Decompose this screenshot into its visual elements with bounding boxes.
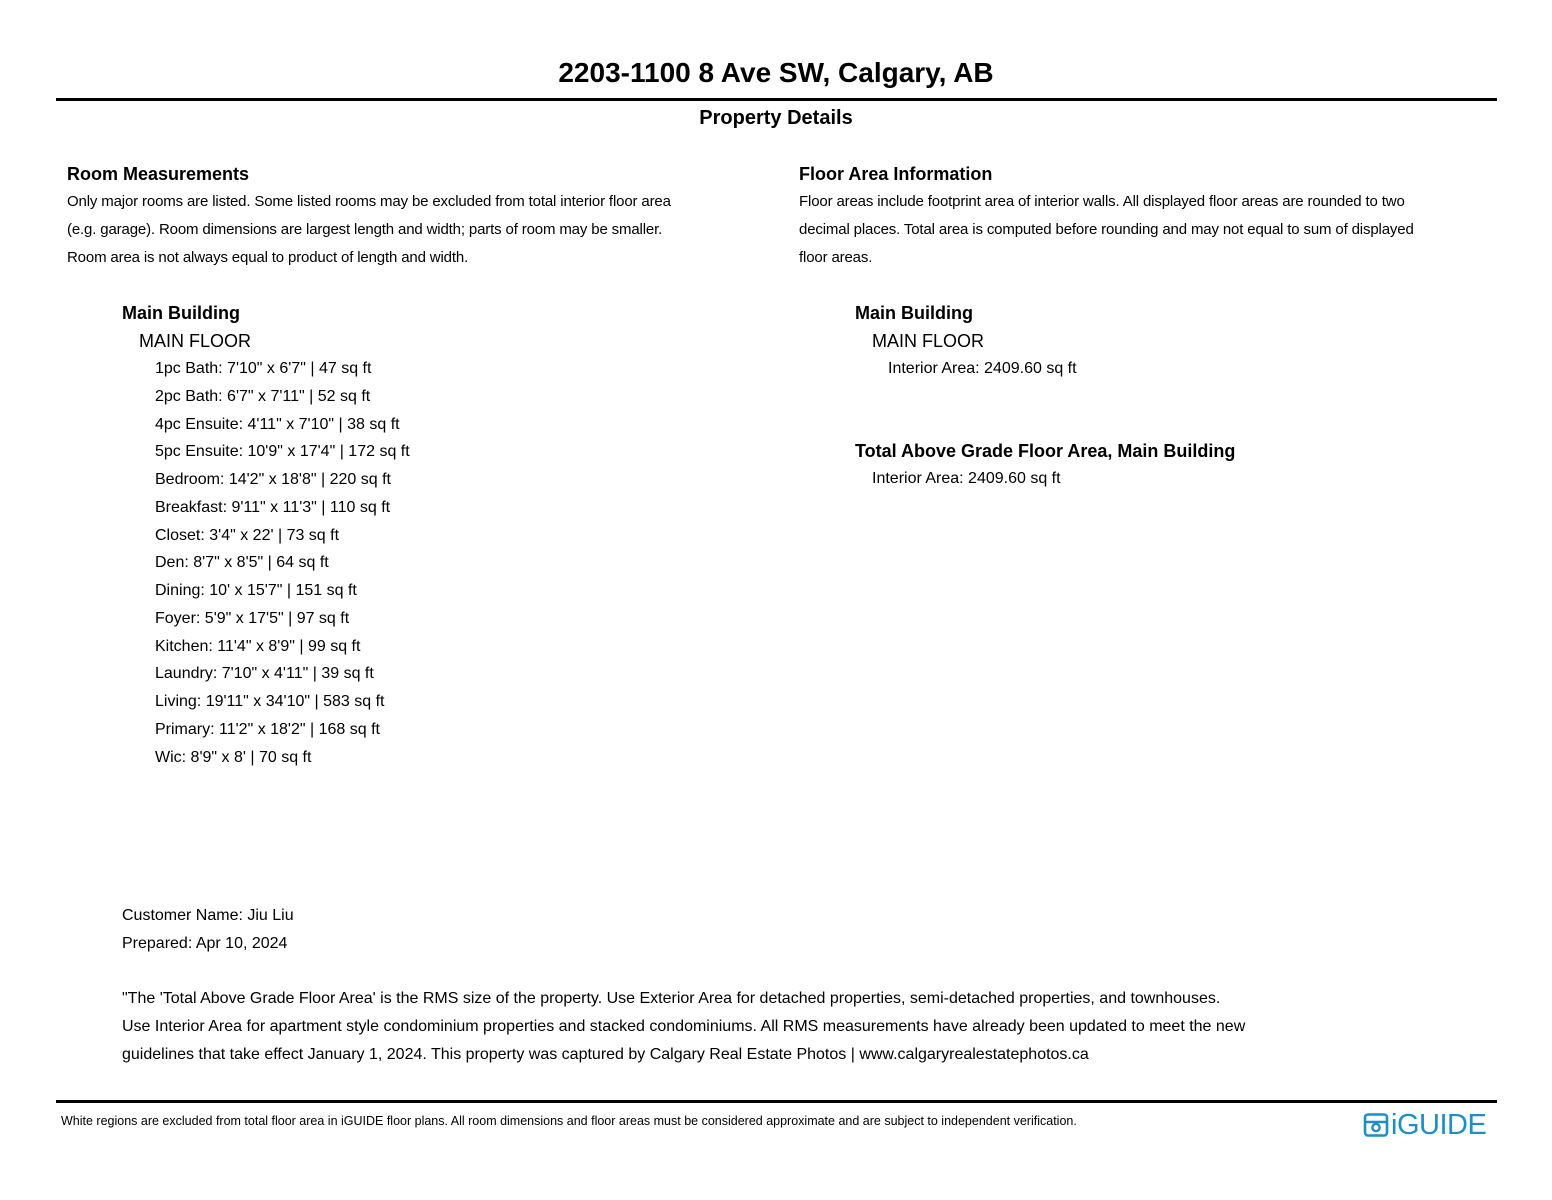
area-building-heading: Main Building bbox=[855, 303, 973, 323]
floor-area-desc-line: Floor areas include footprint area of interior walls. All displayed floor areas are rounded to two bbox=[799, 193, 1405, 210]
floor-area-desc-line: decimal places. Total area is computed before rounding and may not equal to sum of displayed bbox=[799, 221, 1414, 238]
page-subtitle: Property Details bbox=[699, 107, 853, 129]
prepared-date: Prepared: Apr 10, 2024 bbox=[122, 935, 288, 952]
room-item: Closet: 3'4" x 22' | 73 sq ft bbox=[155, 526, 340, 544]
floor-area-section bbox=[799, 160, 1519, 272]
rooms-building-heading: Main Building bbox=[122, 303, 240, 323]
iguide-camera-icon bbox=[1363, 1112, 1389, 1138]
room-measurements-heading: Room Measurements bbox=[67, 164, 250, 184]
floor-area-desc-line: floor areas. bbox=[799, 249, 873, 266]
room-measurements-desc-line: Room area is not always equal to product of length and width. bbox=[67, 249, 469, 266]
room-item: Breakfast: 9'11" x 11'3" | 110 sq ft bbox=[155, 498, 391, 516]
total-area-heading: Total Above Grade Floor Area, Main Building bbox=[855, 441, 1236, 461]
header-divider bbox=[56, 98, 1497, 101]
room-item: Living: 19'11" x 34'10" | 583 sq ft bbox=[155, 693, 385, 710]
footer-divider bbox=[56, 1100, 1497, 1103]
iguide-logo bbox=[1363, 1110, 1486, 1140]
room-item: Den: 8'7" x 8'5" | 64 sq ft bbox=[155, 554, 329, 572]
room-item: 2pc Bath: 6'7" x 7'11" | 52 sq ft bbox=[155, 387, 371, 405]
rms-note-line: "The 'Total Above Grade Floor Area' is the RMS size of the property. Use Exterior Area for detached properties, semi-detached properties, and townhouses. bbox=[122, 990, 1221, 1007]
room-item: Bedroom: 14'2" x 18'8" | 220 sq ft bbox=[155, 471, 391, 488]
room-item: Laundry: 7'10" x 4'11" | 39 sq ft bbox=[155, 665, 374, 683]
rms-note-line: Use Interior Area for apartment style condominium properties and stacked condominiums. All RMS measurements have already been updated to meet the new bbox=[122, 1018, 1246, 1035]
floor-interior-area: Interior Area: 2409.60 sq ft bbox=[888, 360, 1077, 377]
room-item: Dining: 10' x 15'7" | 151 sq ft bbox=[155, 582, 357, 599]
room-measurements-section bbox=[67, 160, 767, 272]
rooms-block bbox=[122, 299, 410, 771]
footer-disclaimer: White regions are excluded from total floor area in iGUIDE floor plans. All room dimensions and floor areas must be considered approximate and are subject to independent verification. bbox=[61, 1114, 1077, 1128]
area-floor-heading: MAIN FLOOR bbox=[872, 331, 985, 351]
customer-name: Customer Name: Jiu Liu bbox=[122, 907, 294, 924]
rooms-floor-heading: MAIN FLOOR bbox=[139, 331, 252, 351]
total-area-block bbox=[855, 437, 1235, 493]
rms-note bbox=[122, 985, 1422, 1069]
room-item: Primary: 11'2" x 18'2" | 168 sq ft bbox=[155, 720, 380, 738]
room-list bbox=[122, 355, 410, 771]
rms-note-line: guidelines that take effect January 1, 2024. This property was captured by Calgary Real Estate Photos | www.calgaryrealestatephotos.ca bbox=[122, 1046, 1089, 1063]
page-title: 2203-1100 8 Ave SW, Calgary, AB bbox=[558, 57, 994, 88]
iguide-logo-text: iGUIDE bbox=[1391, 1109, 1487, 1141]
floor-area-heading: Floor Area Information bbox=[799, 164, 993, 184]
room-measurements-desc-line: Only major rooms are listed. Some listed rooms may be excluded from total interior floor area bbox=[67, 193, 671, 210]
room-measurements-desc-line: (e.g. garage). Room dimensions are largest length and width; parts of room may be smaller. bbox=[67, 221, 663, 238]
room-item: 1pc Bath: 7'10" x 6'7" | 47 sq ft bbox=[155, 360, 372, 377]
room-item: 5pc Ensuite: 10'9" x 17'4" | 172 sq ft bbox=[155, 443, 410, 461]
total-interior-area: Interior Area: 2409.60 sq ft bbox=[872, 470, 1061, 487]
room-item: Foyer: 5'9" x 17'5" | 97 sq ft bbox=[155, 609, 350, 627]
room-item: 4pc Ensuite: 4'11" x 7'10" | 38 sq ft bbox=[155, 415, 400, 433]
floor-area-block bbox=[855, 299, 1077, 383]
room-item: Wic: 8'9" x 8' | 70 sq ft bbox=[155, 748, 312, 766]
meta-block bbox=[122, 902, 294, 958]
room-item: Kitchen: 11'4" x 8'9" | 99 sq ft bbox=[155, 637, 361, 655]
